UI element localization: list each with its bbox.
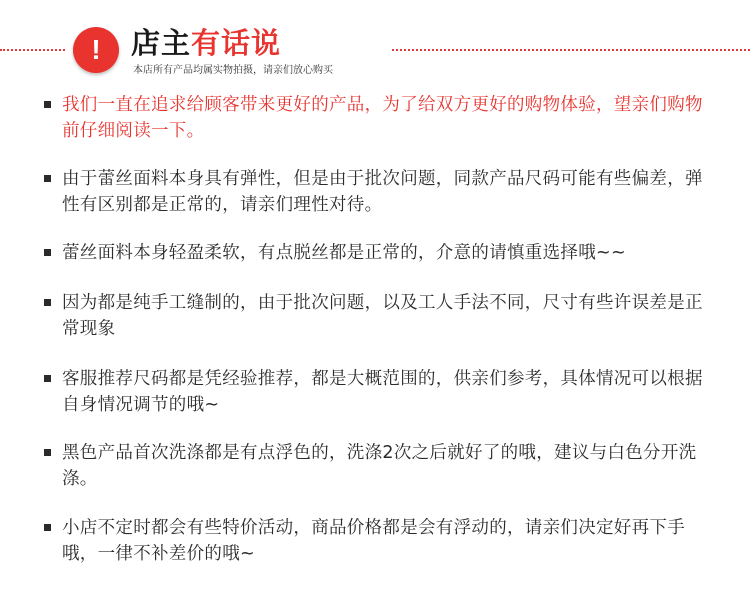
notice-header [0,0,750,90]
title-part-red: 有话说 [191,26,282,60]
notice-text: 客服推荐尺码都是凭经验推荐，都是大概范围的，供亲们参考，具体情况可以根据自身情况调节的哦~ [62,369,703,415]
header-title [131,25,281,61]
bullet-square-icon [44,249,51,256]
bullet-square-icon [44,449,51,456]
dotted-divider-right [392,49,750,51]
notice-text: 由于蕾丝面料本身具有弹性，但是由于批次问题，同款产品尺码可能有些偏差，弹性有区别都是正常的，请亲们理性对待。 [62,169,703,215]
notice-text: 蕾丝面料本身轻盈柔软，有点脱丝都是正常的，介意的请慎重选择哦~~ [62,243,626,263]
title-part-black: 店主 [131,26,192,60]
bullet-square-icon [44,175,51,182]
bullet-square-icon [44,299,51,306]
notice-text: 因为都是纯手工缝制的，由于批次问题，以及工人手法不同，尺寸有些许误差是正常现象 [62,293,703,339]
notice-text: 黑色产品首次洗涤都是有点浮色的，洗涤2次之后就好了的哦，建议与白色分开洗涤。 [62,443,697,489]
bullet-square-icon [44,101,51,108]
notice-text: 我们一直在追求给顾客带来更好的产品，为了给双方更好的购物体验，望亲们购物前仔细阅读一下。 [62,95,703,141]
dotted-divider-left [0,49,65,51]
exclamation-icon: ! [73,27,119,73]
header-subtitle: 本店所有产品均属实物拍摄，请亲们放心购买 [133,65,333,76]
bullet-square-icon [44,375,51,382]
notice-text: 小店不定时都会有些特价活动，商品价格都是会有浮动的，请亲们决定好再下手哦，一律不补差价的哦~ [62,518,685,564]
bullet-square-icon [44,524,51,531]
